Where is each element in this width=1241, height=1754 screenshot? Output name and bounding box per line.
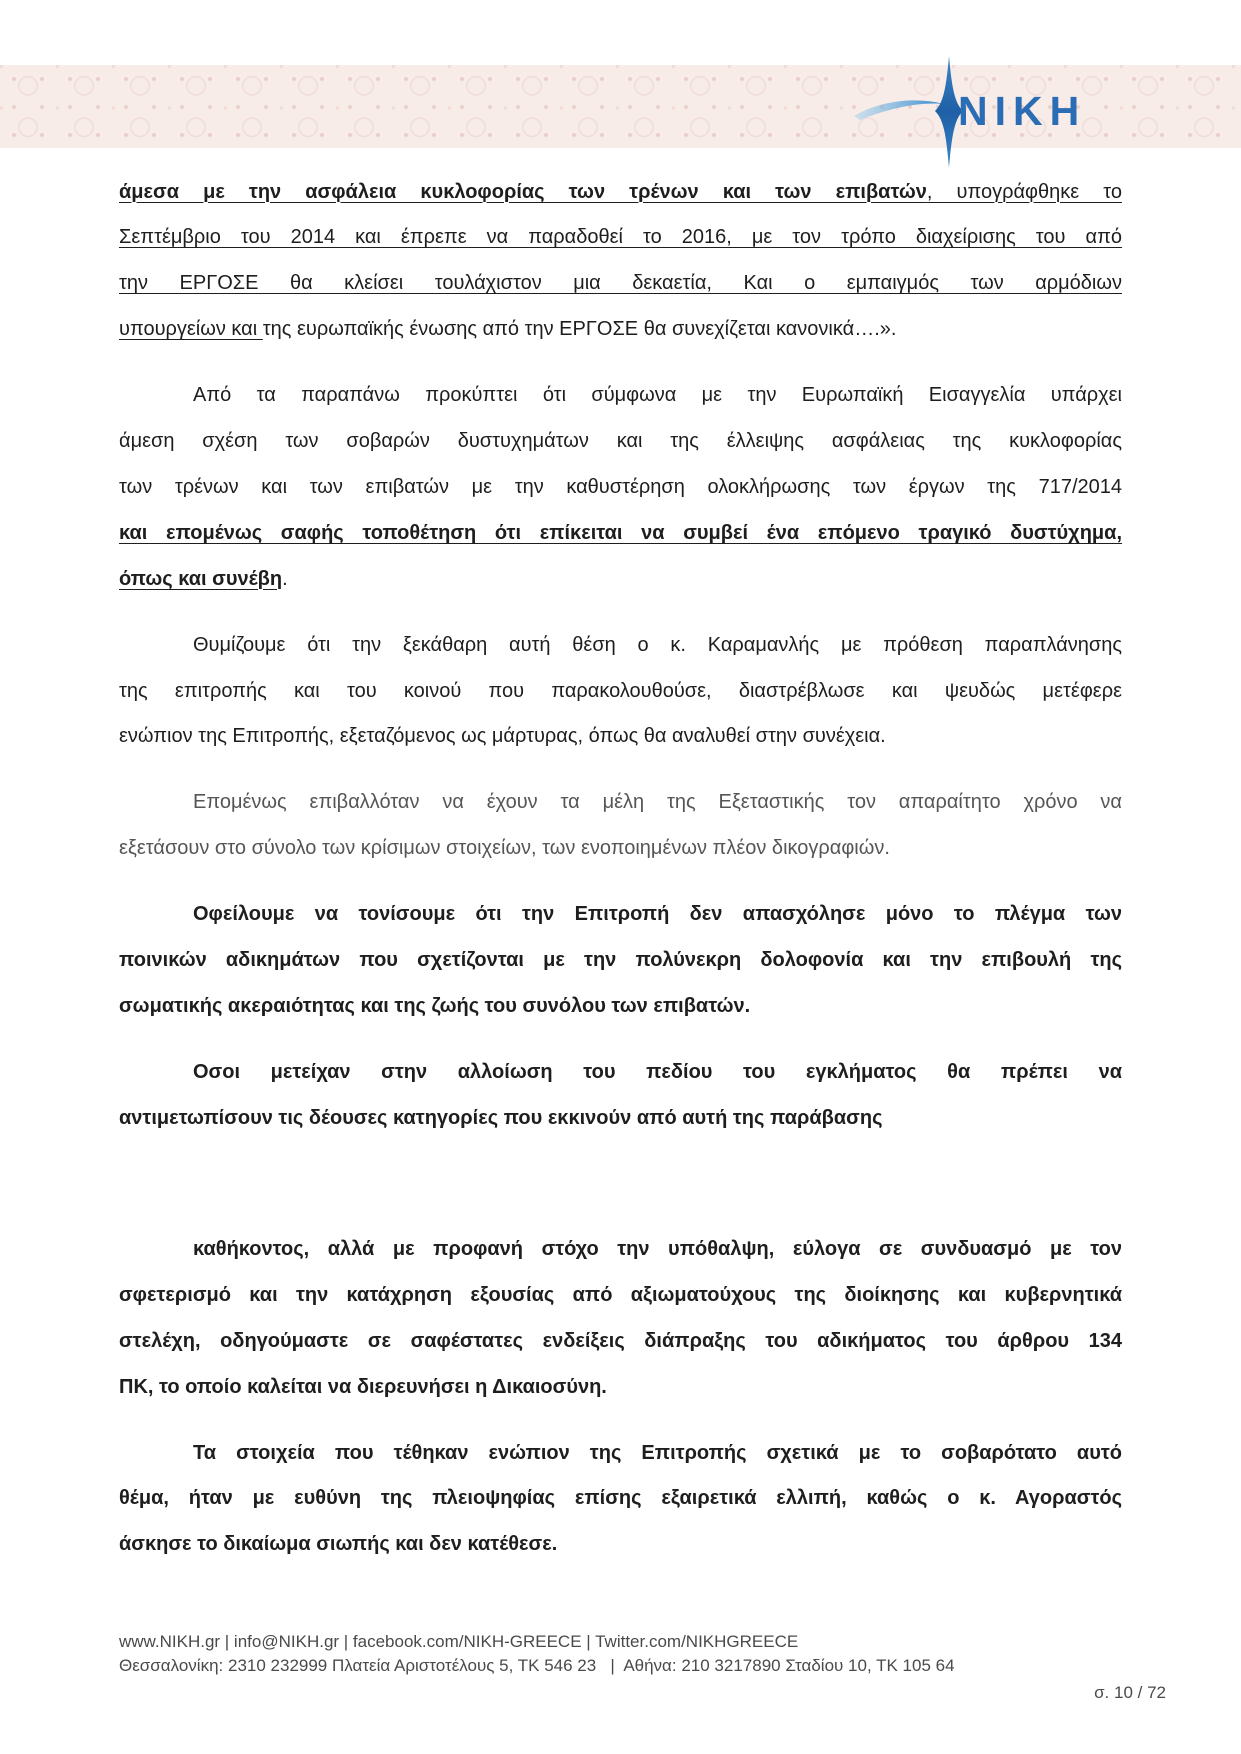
p3-line-3: ενώπιον της Επιτροπής, εξεταζόμενος ως μάρτυρας, όπως θα αναλυθεί στην συνέχεια. [119,725,886,748]
plain-text: . [282,567,288,590]
p3-line-1: Θυμίζουμε ότι την ξεκάθαρη αυτή θέση ο κ. Καραμανλής με πρόθεση παραπλάνησης [193,633,1122,656]
logo-wordmark: NIKH [958,88,1087,134]
p1-line-2: Σεπτέμβριο του 2014 και έπρεπε να παραδοθεί το 2016, με τον τρόπο διαχείρισης του από [119,226,1122,249]
p2-line-2: άμεση σχέση των σοβαρών δυστυχημάτων και της έλλειψης ασφάλειας της κυκλοφορίας [119,429,1122,452]
p4-line-2: εξετάσουν στο σύνολο των κρίσιμων στοιχείων, των ενοποιημένων πλέον δικογραφιών. [119,837,890,860]
underlined-text: υπουργείων και [119,318,263,341]
p7-line-4: ΠΚ, το οποίο καλείται να διερευνήσει η Δικαιοσύνη. [119,1375,607,1398]
p5-line-3: σωματικής ακεραιότητας και της ζωής του συνόλου των επιβατών. [119,995,751,1018]
p1-line-4 [119,307,1122,353]
paragraph-6 [119,1050,1122,1142]
bold-underlined-text: όπως και συνέβη [119,567,283,590]
p1-line-3: την ΕΡΓΟΣΕ θα κλείσει τουλάχιστον μια δεκαετία, Και ο εμπαιγμός των αρμόδιων [119,272,1122,295]
paragraph-2 [119,373,1122,602]
p6-line-1: Οσοι μετείχαν στην αλλοίωση του πεδίου του εγκλήματος θα πρέπει να [193,1061,1122,1083]
p7-line-2: σφετερισμό και την κατάχρηση εξουσίας από αξιωματούχους της διοίκησης και κυβερνητικά [119,1283,1122,1306]
nikh-logo [850,52,1090,172]
paragraph-1 [119,170,1122,354]
p2-line-4: και επομένως σαφής τοποθέτηση ότι επίκειται να συμβεί ένα επόμενο τραγικό δυστύχημα, [119,521,1122,544]
p8-line-1: Τα στοιχεία που τέθηκαν ενώπιον της Επιτροπής σχετικά με το σοβαρότατο αυτό [193,1441,1122,1464]
footer-contacts: www.NIKH.gr | info@NIKH.gr | facebook.com/NIKH-GREECE | Twitter.com/NIKHGREECE [119,1631,799,1651]
p7-line-3: στελέχη, οδηγούμαστε σε σαφέστατες ενδείξεις διάπραξης του αδικήματος του άρθρου 134 [119,1329,1122,1352]
paragraph-3 [119,623,1122,761]
p3-line-2: της επιτροπής και του κοινού που παρακολουθούσε, διαστρέβλωσε και ψευδώς μετέφερε [119,679,1122,702]
logo-swoosh-icon [854,100,944,120]
plain-text: της ευρωπαϊκής ένωσης από την ΕΡΓΟΣΕ θα συνεχίζεται κανονικά….». [262,318,897,341]
paragraph-4 [119,780,1122,872]
p8-line-3: άσκησε το δικαίωμα σιωπής και δεν κατέθεσε. [119,1533,558,1556]
p2-line-5 [119,557,1122,603]
p2-line-3: των τρένων και των επιβατών με την καθυστέρηση ολοκλήρωσης των έργων της 717/2014 [119,475,1122,498]
p6-line-2: αντιμετωπίσουν τις δέουσες κατηγορίες που εκκινούν από αυτή της παράβασης [119,1106,883,1129]
p7-line-1: καθήκοντος, αλλά με προφανή στόχο την υπόθαλψη, εύλογα σε συνδυασμό με τον [193,1238,1122,1260]
p4-line-1: Επομένως επιβαλλόταν να έχουν τα μέλη της Εξεταστικής τον απαραίτητο χρόνο να [193,791,1122,814]
p1-line-1 [119,170,1122,216]
p5-line-1: Οφείλουμε να τονίσουμε ότι την Επιτροπή δεν απασχόλησε μόνο το πλέγμα των [193,903,1122,926]
footer-addresses: Θεσσαλονίκη: 2310 232999 Πλατεία Αριστοτέλους 5, ΤΚ 546 23 | Αθήνα: 210 3217890 Σταδίου 10, ΤΚ 105 64 [119,1656,955,1676]
p2-line-1: Από τα παραπάνω προκύπτει ότι σύμφωνα με την Ευρωπαϊκή Εισαγγελία υπάρχει [193,384,1122,406]
paragraph-5 [119,892,1122,1030]
paragraph-7 [119,1227,1122,1411]
paragraph-8 [119,1431,1122,1569]
p8-line-2: θέμα, ήταν με ευθύνη της πλειοψηφίας επίσης εξαιρετικά ελλιπή, καθώς ο κ. Αγοραστός [119,1487,1122,1510]
underlined-text: , υπογράφθηκε το [926,180,1122,203]
bold-underlined-text: άμεσα με την ασφάλεια κυκλοφορίας των τρένων και των επιβατών [119,180,927,203]
p5-line-2: ποινικών αδικημάτων που σχετίζονται με την πολύνεκρη δολοφονία και την επιβουλή της [119,949,1122,972]
page-number: σ. 10 / 72 [1094,1683,1166,1702]
